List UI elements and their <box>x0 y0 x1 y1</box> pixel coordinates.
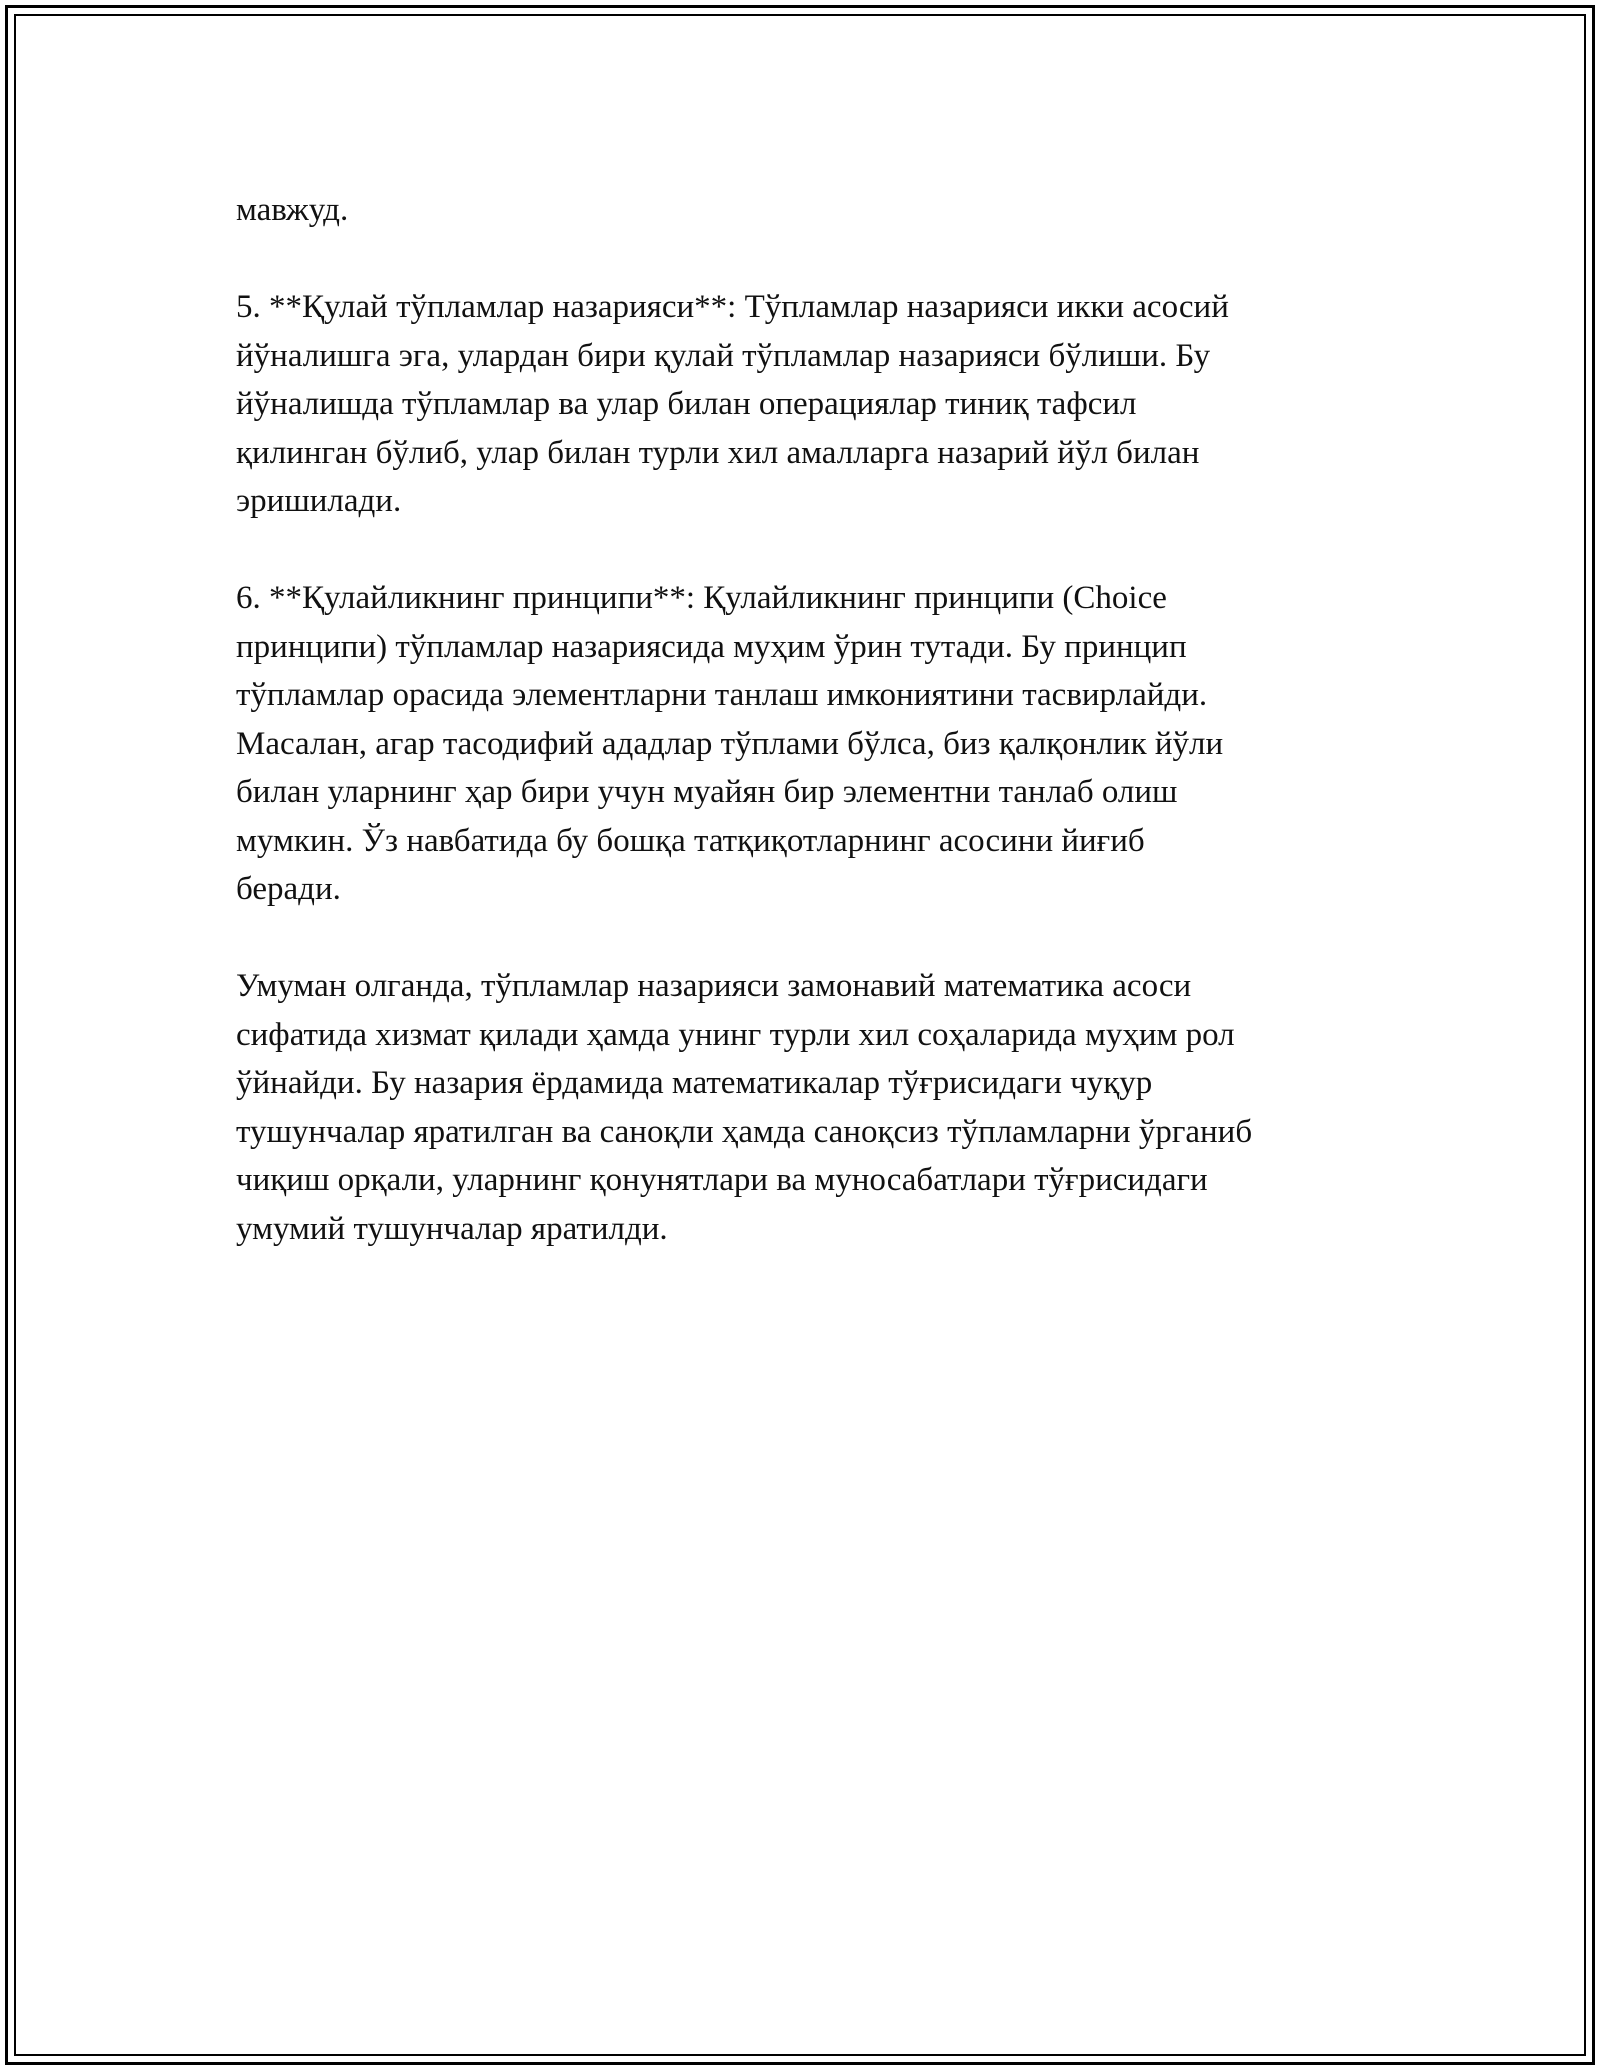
text-line: ўйнайди. Бу назария ёрдамида математикалар тўғрисидаги чуқур <box>236 1065 1153 1101</box>
text-line: принципи) тўпламлар назариясида муҳим ўрин тутади. Бу принцип <box>236 628 1187 665</box>
document-body <box>236 186 1366 1302</box>
text-line: Умуман олганда, тўпламлар назарияси замонавий математика асоси <box>236 968 1192 1004</box>
text-line: чиқиш орқали, уларнинг қонунятлари ва муносабатлари тўғрисидаги <box>236 1162 1208 1198</box>
text-line: билан уларнинг ҳар бири учун муайян бир элементни танлаб олиш <box>236 774 1178 810</box>
text-line: тушунчалар яратилган ва саноқли ҳамда саноқсиз тўпламларни ўрганиб <box>236 1113 1253 1150</box>
text-line: сифатида хизмат қилади ҳамда унинг турли хил соҳаларида муҳим рол <box>236 1016 1235 1053</box>
text-line: эришилади. <box>236 483 402 519</box>
paragraph-item-6 <box>236 574 1366 914</box>
text-line: йўналишда тўпламлар ва улар билан операциялар тиниқ тафсил <box>236 386 1137 422</box>
text-line: мавжуд. <box>236 192 349 228</box>
paragraph-conclusion <box>236 962 1366 1253</box>
text-line: Масалан, агар тасодифий ададлар тўплами бўлса, биз қалқонлик йўли <box>236 725 1224 762</box>
text-line: тўпламлар орасида элементларни танлаш имкониятини тасвирлайди. <box>236 677 1208 713</box>
text-line: 6. **Қулайликнинг принципи**: Қулайликнинг принципи (Choice <box>236 580 1167 616</box>
text-line: қилинган бўлиб, улар билан турли хил амалларга назарий йўл билан <box>236 434 1200 471</box>
text-line: йўналишга эга, улардан бири қулай тўпламлар назарияси бўлиши. Бу <box>236 337 1211 374</box>
text-line: умумий тушунчалар яратилди. <box>236 1210 668 1247</box>
paragraph-item-5 <box>236 283 1366 526</box>
text-line: 5. **Қулай тўпламлар назарияси**: Тўпламлар назарияси икки асосий <box>236 289 1229 325</box>
paragraph-continuation <box>236 186 1366 235</box>
text-line: беради. <box>236 871 341 907</box>
text-line: мумкин. Ўз навбатида бу бошқа татқиқотларнинг асосини йиғиб <box>236 822 1145 859</box>
